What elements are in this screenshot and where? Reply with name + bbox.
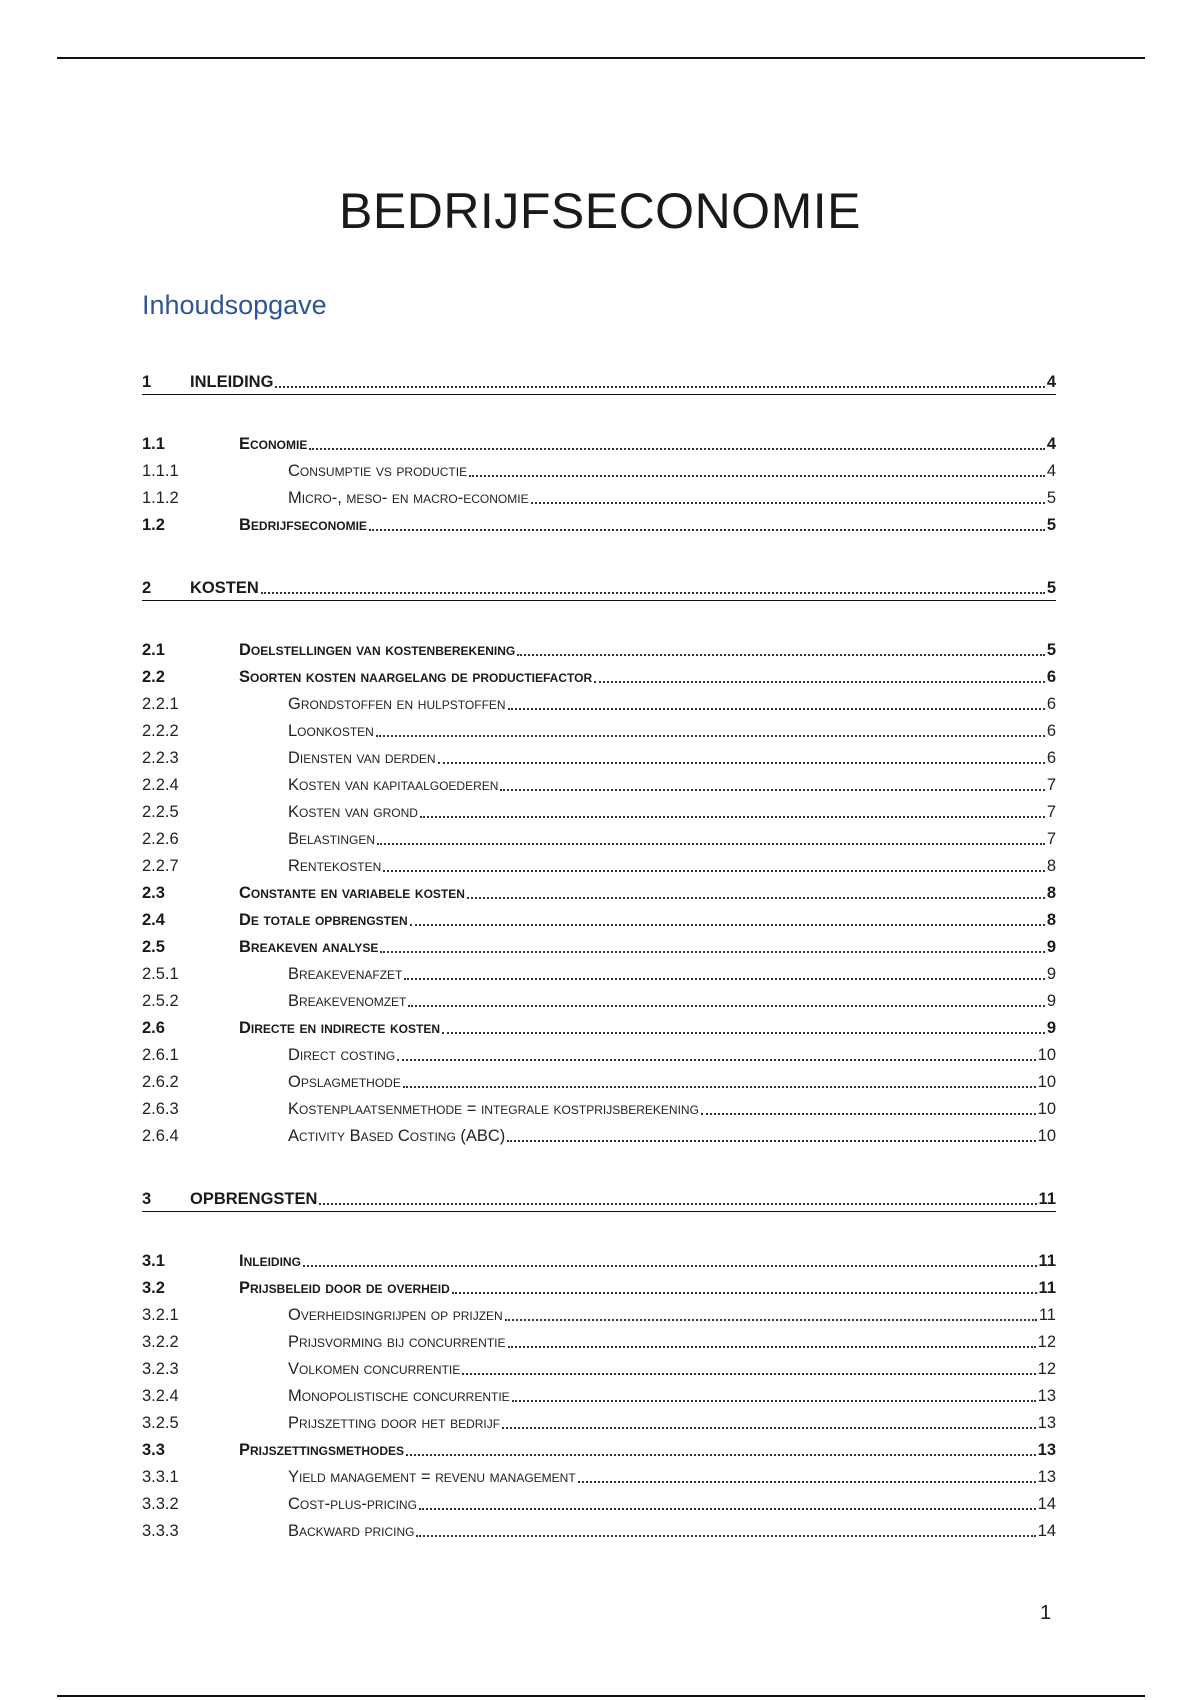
toc-entry-number: 2.2 xyxy=(142,668,165,686)
toc-dot-leader xyxy=(380,950,1044,953)
toc-dot-leader xyxy=(500,788,1044,791)
toc-entry-title: Prijsbeleid door de overheid xyxy=(239,1279,450,1297)
toc-dot-leader xyxy=(502,1426,1036,1429)
toc-entry-title: De totale opbrengsten xyxy=(239,911,408,929)
toc-dot-leader xyxy=(410,923,1045,926)
toc-entry-title: Doelstellingen van kostenberekening xyxy=(239,641,516,659)
toc-entry[interactable] xyxy=(142,715,1056,742)
table-of-contents xyxy=(142,366,1056,1542)
toc-dot-leader xyxy=(403,1085,1036,1088)
toc-entry-title: Loonkosten xyxy=(288,722,374,740)
toc-entry-number: 3 xyxy=(142,1190,152,1208)
toc-entry-number: 3.2.2 xyxy=(142,1333,179,1351)
toc-entry[interactable] xyxy=(142,931,1056,958)
toc-entry-number: 2.2.3 xyxy=(142,749,179,767)
toc-entry-title: Kostenplaatsenmethode = integrale kostprijsberekening xyxy=(288,1100,699,1118)
toc-entry-page: 5 xyxy=(1046,489,1056,507)
toc-entry-number: 3.3 xyxy=(142,1441,165,1459)
toc-entry[interactable] xyxy=(142,428,1056,455)
toc-dot-leader xyxy=(505,1318,1037,1321)
toc-entry-title: Yield management = revenu management xyxy=(288,1468,576,1486)
toc-entry-page: 4 xyxy=(1046,462,1056,480)
toc-entry-title: Backward pricing xyxy=(288,1522,415,1540)
toc-entry-number: 1.1.1 xyxy=(142,462,179,480)
toc-entry[interactable] xyxy=(142,1488,1056,1515)
toc-entry-number: 2.1 xyxy=(142,641,165,659)
toc-dot-leader xyxy=(462,1372,1035,1375)
toc-entry-number: 2 xyxy=(142,579,152,597)
toc-entry-title: Soorten kosten naargelang de productiefactor xyxy=(239,668,593,686)
toc-entry-title: Cost-plus-pricing xyxy=(288,1495,417,1513)
toc-entry-title: Kosten van grond xyxy=(288,803,418,821)
toc-entry-title: Breakevenomzet xyxy=(288,992,407,1010)
toc-entry-page: 6 xyxy=(1046,722,1056,740)
toc-entry[interactable] xyxy=(142,482,1056,509)
toc-entry-title: Economie xyxy=(239,435,308,453)
toc-entry[interactable] xyxy=(142,1380,1056,1407)
toc-entry-title: INLEIDING xyxy=(190,373,274,391)
toc-dot-leader xyxy=(420,815,1045,818)
toc-entry[interactable] xyxy=(142,366,1056,395)
toc-entry-page: 9 xyxy=(1046,992,1056,1010)
toc-entry-page: 8 xyxy=(1046,884,1056,902)
toc-entry-title: Constante en variabele kosten xyxy=(239,884,465,902)
toc-dot-leader xyxy=(369,528,1045,531)
toc-entry-number: 1.2 xyxy=(142,516,165,534)
toc-entry[interactable] xyxy=(142,877,1056,904)
toc-entry-title: Bedrijfseconomie xyxy=(239,516,367,534)
toc-entry-number: 3.2.4 xyxy=(142,1387,179,1405)
toc-entry-title: KOSTEN xyxy=(190,579,259,597)
toc-entry-page: 10 xyxy=(1037,1046,1056,1064)
toc-entry-title: OPBRENGSTEN xyxy=(190,1190,318,1208)
toc-dot-leader xyxy=(416,1534,1035,1537)
toc-entry-number: 2.6.3 xyxy=(142,1100,179,1118)
toc-entry[interactable] xyxy=(142,688,1056,715)
toc-entry[interactable] xyxy=(142,509,1056,536)
toc-entry[interactable] xyxy=(142,769,1056,796)
toc-entry-number: 3.1 xyxy=(142,1252,165,1270)
toc-entry-number: 2.6.4 xyxy=(142,1127,179,1145)
toc-entry-page: 11 xyxy=(1038,1279,1056,1297)
toc-entry[interactable] xyxy=(142,850,1056,877)
toc-dot-leader xyxy=(309,447,1044,450)
toc-dot-leader xyxy=(531,501,1045,504)
toc-entry[interactable] xyxy=(142,1515,1056,1542)
toc-dot-leader xyxy=(594,680,1045,683)
toc-entry-title: Inleiding xyxy=(239,1252,301,1270)
toc-entry[interactable] xyxy=(142,1434,1056,1461)
toc-dot-leader xyxy=(383,869,1045,872)
toc-entry-number: 2.4 xyxy=(142,911,165,929)
toc-entry[interactable] xyxy=(142,634,1056,661)
toc-entry-page: 9 xyxy=(1046,938,1056,956)
toc-entry-page: 6 xyxy=(1046,695,1056,713)
toc-entry-page: 11 xyxy=(1038,1252,1056,1270)
toc-entry-page: 8 xyxy=(1046,857,1056,875)
toc-entry-title: Breakeven analyse xyxy=(239,938,379,956)
toc-entry[interactable] xyxy=(142,985,1056,1012)
toc-entry-page: 9 xyxy=(1046,965,1056,983)
toc-dot-leader xyxy=(419,1507,1036,1510)
toc-entry-title: Rentekosten xyxy=(288,857,382,875)
document-title: BEDRIJFSECONOMIE xyxy=(339,182,861,239)
toc-dot-leader xyxy=(517,653,1045,656)
toc-entry-page: 13 xyxy=(1037,1468,1056,1486)
toc-entry-page: 4 xyxy=(1046,435,1056,453)
toc-entry-page: 12 xyxy=(1037,1333,1056,1351)
toc-entry-page: 14 xyxy=(1037,1495,1056,1513)
toc-entry[interactable] xyxy=(142,661,1056,688)
toc-entry-number: 1 xyxy=(142,373,152,391)
toc-entry-title: Directe en indirecte kosten xyxy=(239,1019,441,1037)
toc-entry-title: Grondstoffen en hulpstoffen xyxy=(288,695,506,713)
toc-entry-page: 10 xyxy=(1037,1127,1056,1145)
toc-entry-number: 2.2.7 xyxy=(142,857,179,875)
toc-dot-leader xyxy=(452,1291,1037,1294)
toc-dot-leader xyxy=(508,707,1045,710)
toc-dot-leader xyxy=(508,1345,1036,1348)
toc-dot-leader xyxy=(261,591,1045,594)
toc-entry[interactable] xyxy=(142,1039,1056,1066)
toc-dot-leader xyxy=(319,1202,1036,1205)
footer-rule xyxy=(57,1695,1145,1697)
toc-entry[interactable] xyxy=(142,742,1056,769)
toc-entry-number: 2.6.2 xyxy=(142,1073,179,1091)
toc-entry-title: Prijszettingsmethodes xyxy=(239,1441,405,1459)
toc-entry-page: 12 xyxy=(1037,1360,1056,1378)
toc-entry[interactable] xyxy=(142,1012,1056,1039)
toc-dot-leader xyxy=(701,1112,1036,1115)
toc-entry-number: 2.3 xyxy=(142,884,165,902)
toc-entry[interactable] xyxy=(142,1120,1056,1147)
toc-entry-page: 5 xyxy=(1046,579,1056,597)
toc-dot-leader xyxy=(512,1399,1036,1402)
toc-entry[interactable] xyxy=(142,823,1056,850)
toc-entry-title: Prijszetting door het bedrijf xyxy=(288,1414,501,1432)
toc-entry-number: 3.3.2 xyxy=(142,1495,179,1513)
toc-entry-page: 8 xyxy=(1046,911,1056,929)
toc-entry-number: 2.2.4 xyxy=(142,776,179,794)
toc-entry-number: 3.2.1 xyxy=(142,1306,179,1324)
toc-entry-number: 3.3.3 xyxy=(142,1522,179,1540)
toc-entry-page: 13 xyxy=(1037,1414,1056,1432)
toc-entry-number: 2.6.1 xyxy=(142,1046,179,1064)
toc-entry-title: Diensten van derden xyxy=(288,749,436,767)
toc-entry[interactable] xyxy=(142,1407,1056,1434)
toc-dot-leader xyxy=(507,1139,1035,1142)
toc-entry-number: 3.2.5 xyxy=(142,1414,179,1432)
toc-entry[interactable] xyxy=(142,1326,1056,1353)
toc-entry-number: 3.3.1 xyxy=(142,1468,179,1486)
toc-entry[interactable] xyxy=(142,904,1056,931)
toc-entry[interactable] xyxy=(142,572,1056,601)
toc-entry[interactable] xyxy=(142,1245,1056,1272)
toc-entry-page: 13 xyxy=(1037,1387,1056,1405)
toc-entry[interactable] xyxy=(142,796,1056,823)
toc-entry[interactable] xyxy=(142,958,1056,985)
toc-entry-number: 2.5.1 xyxy=(142,965,179,983)
toc-entry-title: Kosten van kapitaalgoederen xyxy=(288,776,499,794)
toc-entry[interactable] xyxy=(142,1066,1056,1093)
toc-entry-number: 2.2.6 xyxy=(142,830,179,848)
toc-entry[interactable] xyxy=(142,1461,1056,1488)
toc-entry[interactable] xyxy=(142,1353,1056,1380)
toc-entry[interactable] xyxy=(142,1093,1056,1120)
toc-entry[interactable] xyxy=(142,1299,1056,1326)
toc-entry-title: Micro-, meso- en macro-economie xyxy=(288,489,529,507)
toc-entry[interactable] xyxy=(142,1183,1056,1212)
toc-entry-page: 6 xyxy=(1046,668,1056,686)
toc-entry-number: 2.5 xyxy=(142,938,165,956)
toc-entry-page: 14 xyxy=(1037,1522,1056,1540)
toc-entry-title: Monopolistische concurrentie xyxy=(288,1387,510,1405)
toc-entry-number: 2.2.1 xyxy=(142,695,179,713)
toc-entry[interactable] xyxy=(142,455,1056,482)
toc-entry[interactable] xyxy=(142,1272,1056,1299)
toc-dot-leader xyxy=(408,1004,1044,1007)
toc-entry-title: Volkomen concurrentie xyxy=(288,1360,461,1378)
toc-entry-page: 6 xyxy=(1046,749,1056,767)
toc-entry-page: 7 xyxy=(1046,776,1056,794)
toc-dot-leader xyxy=(275,385,1044,388)
toc-dot-leader xyxy=(377,842,1045,845)
toc-dot-leader xyxy=(438,761,1045,764)
toc-entry-number: 2.6 xyxy=(142,1019,165,1037)
toc-entry-page: 10 xyxy=(1037,1100,1056,1118)
toc-entry-number: 3.2 xyxy=(142,1279,165,1297)
toc-entry-page: 4 xyxy=(1046,373,1056,391)
header-rule xyxy=(57,57,1145,59)
toc-entry-number: 2.2.5 xyxy=(142,803,179,821)
toc-entry-number: 3.2.3 xyxy=(142,1360,179,1378)
toc-entry-page: 7 xyxy=(1046,830,1056,848)
toc-entry-title: Breakevenafzet xyxy=(288,965,403,983)
toc-dot-leader xyxy=(469,474,1045,477)
toc-entry-number: 2.5.2 xyxy=(142,992,179,1010)
toc-entry-page: 10 xyxy=(1037,1073,1056,1091)
toc-entry-page: 5 xyxy=(1046,641,1056,659)
toc-entry-title: Activity Based Costing (ABC) xyxy=(288,1127,506,1145)
toc-entry-title: Overheidsingrijpen op prijzen xyxy=(288,1306,503,1324)
toc-entry-page: 5 xyxy=(1046,516,1056,534)
toc-dot-leader xyxy=(442,1031,1045,1034)
toc-dot-leader xyxy=(406,1453,1036,1456)
toc-entry-page: 9 xyxy=(1046,1019,1056,1037)
toc-entry-page: 11 xyxy=(1038,1190,1056,1208)
toc-entry-page: 7 xyxy=(1046,803,1056,821)
toc-dot-leader xyxy=(467,896,1045,899)
toc-entry-page: 13 xyxy=(1037,1441,1056,1459)
toc-entry-title: Direct costing xyxy=(288,1046,396,1064)
toc-dot-leader xyxy=(397,1058,1035,1061)
toc-dot-leader xyxy=(404,977,1044,980)
page-number: 1 xyxy=(1040,1602,1052,1624)
toc-dot-leader xyxy=(578,1480,1036,1483)
toc-entry-title: Consumptie vs productie xyxy=(288,462,468,480)
toc-entry-number: 1.1 xyxy=(142,435,165,453)
toc-entry-title: Prijsvorming bij concurrentie xyxy=(288,1333,506,1351)
toc-dot-leader xyxy=(303,1264,1037,1267)
toc-heading: Inhoudsopgave xyxy=(142,290,327,320)
toc-entry-number: 1.1.2 xyxy=(142,489,179,507)
toc-dot-leader xyxy=(376,734,1045,737)
toc-entry-title: Belastingen xyxy=(288,830,376,848)
toc-entry-page: 11 xyxy=(1038,1306,1056,1324)
toc-entry-title: Opslagmethode xyxy=(288,1073,401,1091)
toc-entry-number: 2.2.2 xyxy=(142,722,179,740)
